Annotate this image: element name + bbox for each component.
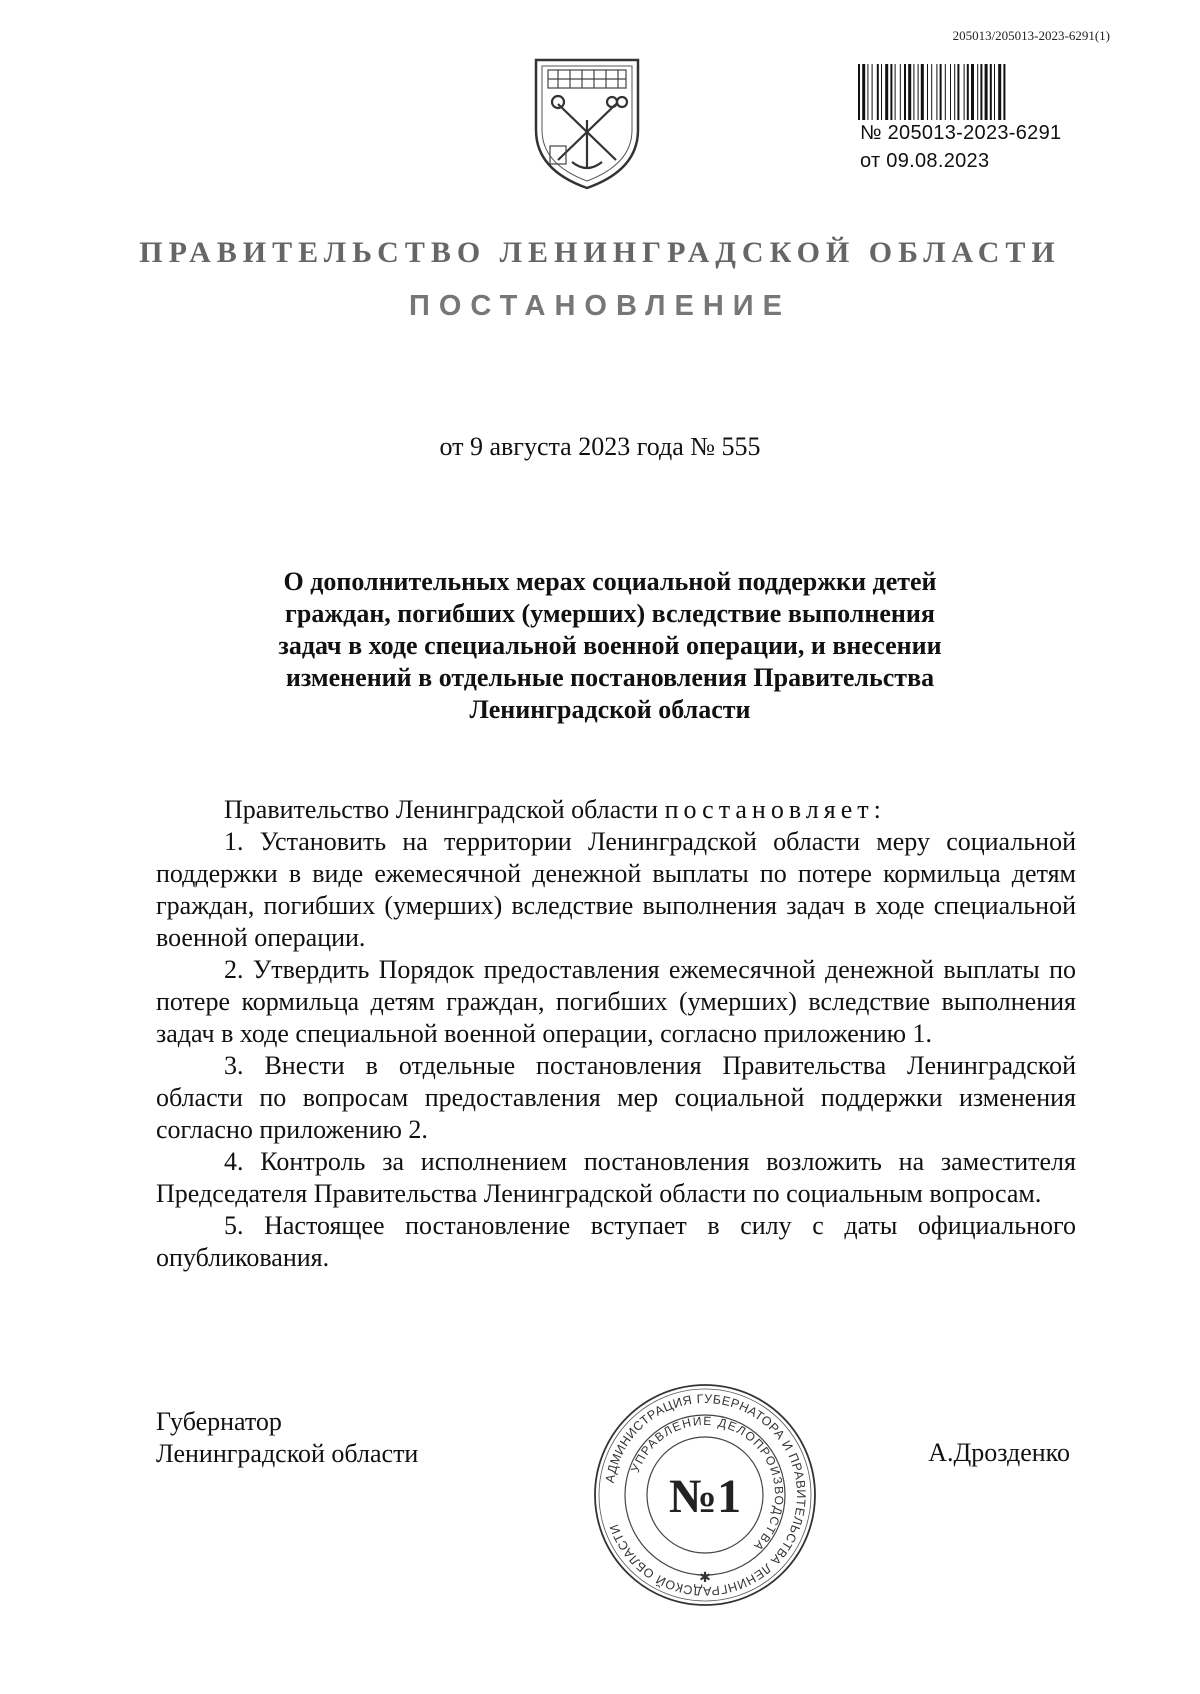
clause-2: 2. Утвердить Порядок предоставления ежемесячной денежной выплаты по потере кормильца детям граждан, погибших (умерших) вследствие выполнения задач в ходе специальной военной операции, согласно приложению 1.	[156, 955, 1076, 1048]
decree-subject	[230, 566, 990, 726]
signatory-post-line: Ленинградской области	[156, 1439, 419, 1468]
barcode-image	[858, 64, 1088, 120]
stamp-star-icon: ✱	[699, 1571, 711, 1586]
intro-verb: постановляет:	[664, 795, 886, 824]
subject-line: задач в ходе специальной военной операции, и внесении	[278, 631, 942, 660]
clause-1: 1. Установить на территории Ленинградской области меру социальной поддержки в виде ежемесячной денежной выплаты по потере кормильца детям граждан, погибших (умерших) вследствие выполнения задач в ходе специальной военной операции.	[156, 827, 1076, 952]
decree-date-number: от 9 августа 2023 года № 555	[439, 432, 761, 461]
government-title: ПРАВИТЕЛЬСТВО ЛЕНИНГРАДСКОЙ ОБЛАСТИ	[139, 236, 1061, 269]
stamp-inner-text: УПРАВЛЕНИЕ ДЕЛОПРОИЗВОДСТВА	[628, 1413, 787, 1555]
decree-body	[156, 794, 1076, 1274]
stamp-ring-text: АДМИНИСТРАЦИЯ ГУБЕРНАТОРА И ПРАВИТЕЛЬСТВА ЛЕНИНГРАДСКОЙ ОБЛАСТИ	[602, 1391, 809, 1599]
subject-line: О дополнительных мерах социальной поддержки детей	[283, 567, 937, 596]
intro-paragraph	[156, 794, 1076, 826]
document-type-title: ПОСТАНОВЛЕНИЕ	[409, 290, 791, 322]
stamp-center-number: №1	[668, 1470, 742, 1523]
clause-4: 4. Контроль за исполнением постановления возложить на заместителя Председателя Правительства Ленинградской области по социальным вопросам.	[156, 1147, 1076, 1208]
coat-of-arms-icon	[528, 50, 646, 192]
clause-5: 5. Настоящее постановление вступает в силу с даты официального опубликования.	[156, 1211, 1076, 1272]
subject-line: граждан, погибших (умерших) вследствие выполнения	[285, 599, 935, 628]
registration-date: от 09.08.2023	[860, 150, 990, 172]
registration-number: № 205013-2023-6291	[860, 122, 1062, 144]
subject-line: изменений в отдельные постановления Правительства	[285, 663, 935, 692]
subject-line: Ленинградской области	[469, 695, 751, 724]
intro-lead: Правительство Ленинградской области	[224, 795, 665, 824]
registration-number-top: 205013/205013-2023-6291(1)	[952, 28, 1110, 43]
signatory-name: А.Дрозденко	[928, 1438, 1070, 1467]
clause-3: 3. Внести в отдельные постановления Правительства Ленинградской области по вопросам предоставления мер социальной поддержки изменения согласно приложению 2.	[156, 1051, 1076, 1144]
signatory-post-line: Губернатор	[156, 1407, 282, 1436]
signatory-post	[156, 1406, 418, 1470]
official-stamp	[590, 1380, 820, 1610]
